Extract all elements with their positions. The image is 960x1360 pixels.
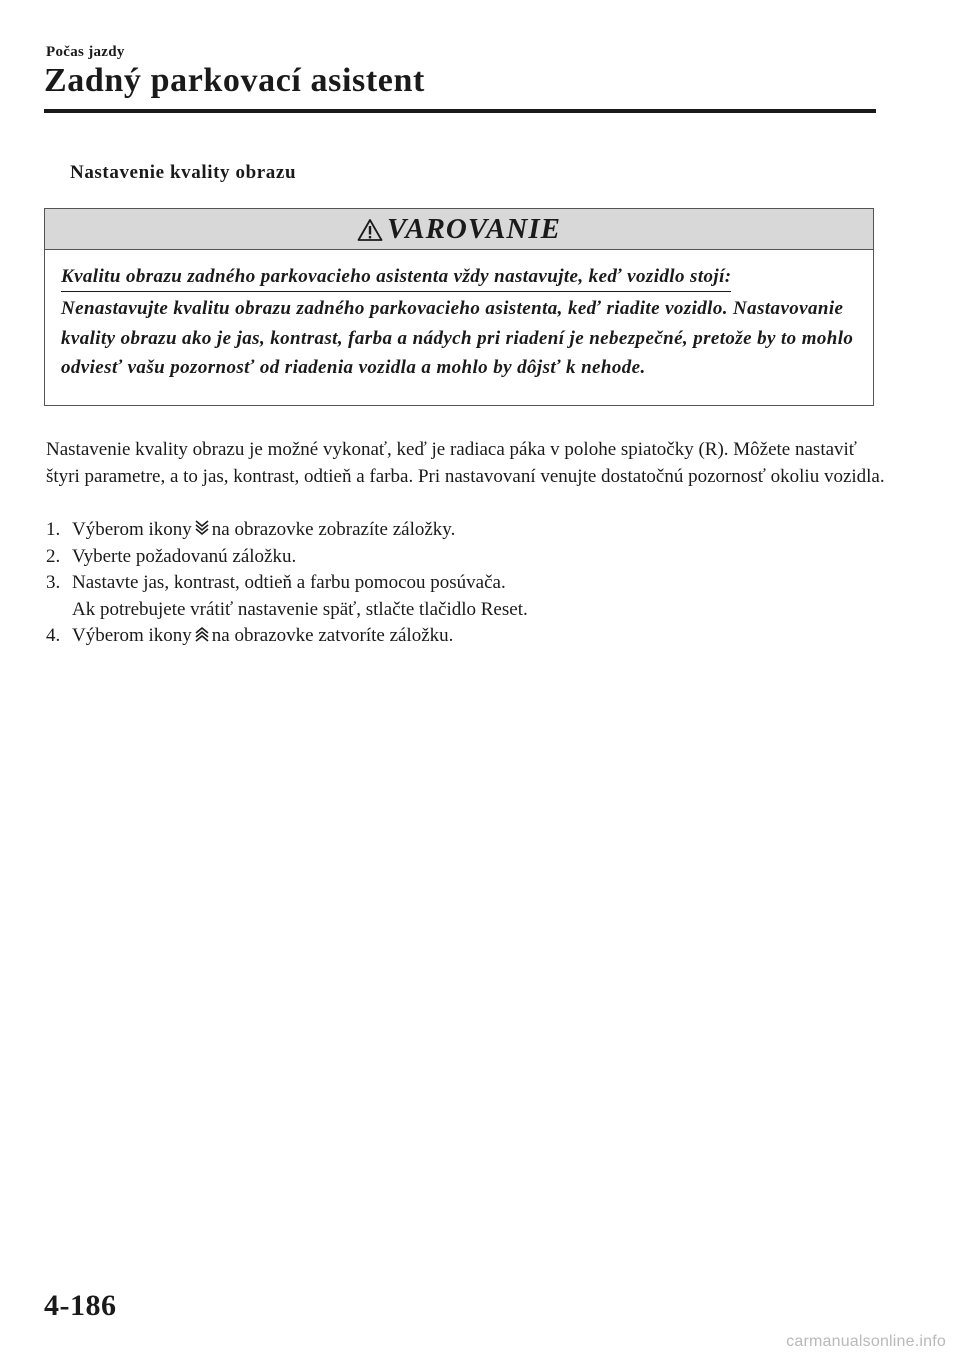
step-3 bbox=[46, 570, 886, 597]
step-1 bbox=[46, 517, 886, 544]
watermark: carmanualsonline.info bbox=[786, 1333, 946, 1350]
step-text: Nastavte jas, kontrast, odtieň a farbu pomocou posúvača. bbox=[72, 572, 506, 593]
warning-triangle-icon bbox=[357, 218, 383, 242]
warning-box bbox=[44, 208, 874, 406]
step-text: Výberom ikony na obrazovke zatvoríte záložku. bbox=[72, 625, 454, 646]
step-number: 1. bbox=[46, 519, 61, 540]
warning-text: Nenastavujte kvalitu obrazu zadného parkovacieho asistenta, keď riadite vozidlo. Nastavovanie kvality obrazu ako je jas, kontrast, farba a nádych pri riadení je nebezpečné, pretože by to mohlo odviesť vašu pozornosť od riadenia vozidla a mohlo by dôjsť k nehode. bbox=[61, 298, 854, 378]
warning-lead: Kvalitu obrazu zadného parkovacieho asistenta vždy nastavujte, keď vozidlo stojí: bbox=[61, 264, 731, 292]
intro-paragraph: Nastavenie kvality obrazu je možné vykonať, keď je radiaca páka v polohe spiatočky (R). Môžete nastaviť štyri parametre, a to jas, kontrast, odtieň a farba. Pri nastavovaní venujte dostatočnú pozornosť okoliu vozidla. bbox=[46, 439, 885, 487]
step-4 bbox=[46, 623, 886, 650]
header-rule bbox=[44, 109, 876, 113]
step-number: 2. bbox=[46, 545, 61, 567]
step-number: 4. bbox=[46, 625, 61, 646]
step-text: Vyberte požadovanú záložku. bbox=[72, 545, 297, 567]
header-section-label: Počas jazdy bbox=[46, 44, 125, 60]
double-chevron-up-icon bbox=[194, 625, 210, 643]
page-title: Zadný parkovací asistent bbox=[44, 62, 425, 99]
warning-body bbox=[45, 250, 873, 383]
steps-list bbox=[46, 517, 886, 650]
step-text: Výberom ikony na obrazovke zobrazíte záložky. bbox=[72, 519, 456, 540]
warning-header bbox=[45, 209, 873, 250]
warning-title: VAROVANIE bbox=[387, 212, 561, 245]
step-3-sub: Ak potrebujete vrátiť nastavenie späť, stlačte tlačidlo Reset. bbox=[72, 598, 528, 620]
section-heading: Nastavenie kvality obrazu bbox=[70, 162, 297, 183]
page-number: 4-186 bbox=[44, 1289, 117, 1322]
step-number: 3. bbox=[46, 572, 61, 593]
step-2 bbox=[46, 544, 886, 571]
double-chevron-down-icon bbox=[194, 519, 210, 537]
